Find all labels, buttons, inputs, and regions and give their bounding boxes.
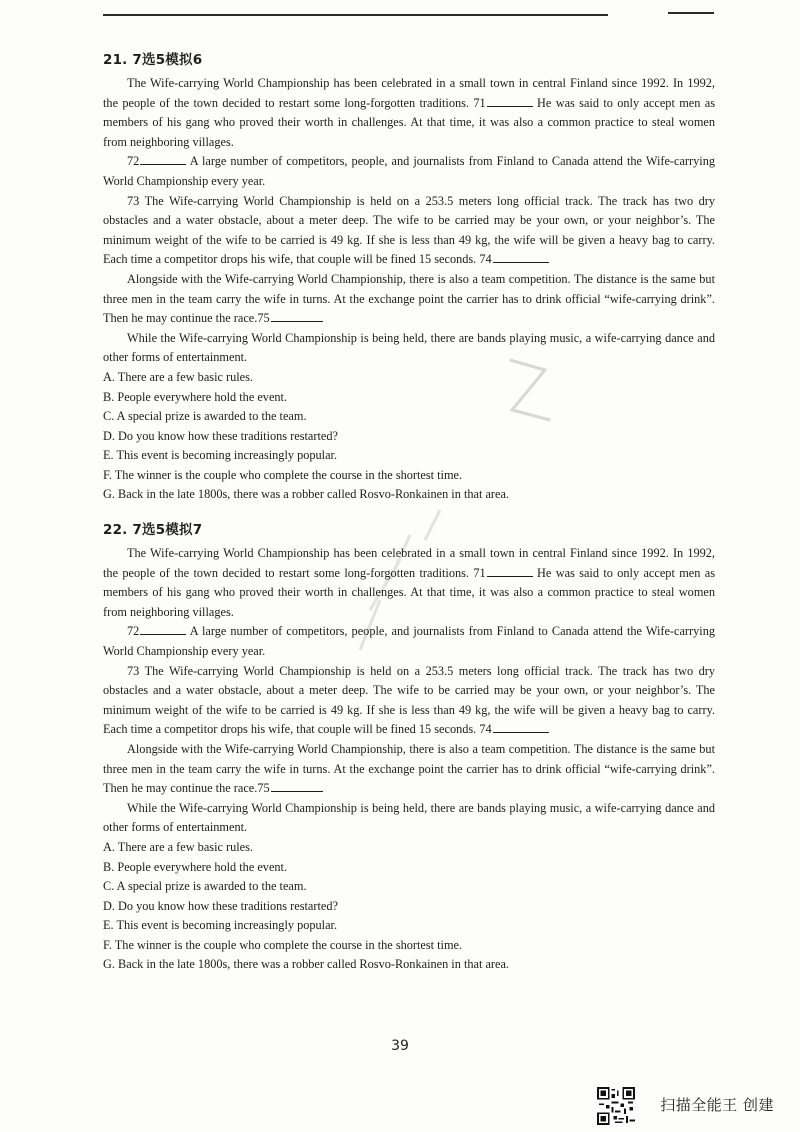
answer-blank-74[interactable] — [493, 251, 549, 263]
qr-code-icon — [597, 1087, 635, 1125]
option-b: B. People everywhere hold the event. — [103, 859, 288, 874]
option-e: E. This event is becoming increasingly popular. — [103, 448, 338, 463]
passage-paragraph: 73 The Wife-carrying World Championship is held on a 253.5 meters long official track. The track has two dry obstacles and a water obstacle, about a meter deep. The wife to be carried may be your own, or your neighbor’s. The minimum weight of the wife to be carried is 49 kg. If she is less than 49 kg, the wife will be given a heavy bag to carry. Each time a competitor drops his wife, that couple will be fined 15 seconds. 74 — [103, 193, 715, 267]
option-c: C. A special prize is awarded to the team. — [103, 879, 307, 894]
option-d: D. Do you know how these traditions restarted? — [103, 428, 338, 443]
passage-paragraph: 72 A large number of competitors, people, and journalists from Finland to Canada attend the Wife-carrying World Championship every year. — [103, 154, 715, 188]
passage-paragraph: While the Wife-carrying World Championship is being held, there are bands playing music, a wife-carrying dance and other forms of entertainment. — [103, 330, 715, 365]
option-f: F. The winner is the couple who complete the course in the shortest time. — [103, 937, 463, 952]
passage-paragraph: The Wife-carrying World Championship has been celebrated in a small town in central Finland since 1992. In 1992, the people of the town decided to restart some long-forgotten traditions. 71 He was said to only accept men as members of his gang who proved their worth in challenges. At that time, it was also a common practice to steal women from neighboring villages. — [103, 76, 715, 149]
option-d: D. Do you know how these traditions restarted? — [103, 898, 338, 913]
answer-blank-75[interactable] — [271, 780, 323, 792]
option-a: A. There are a few basic rules. — [103, 839, 253, 854]
answer-blank-74[interactable] — [493, 721, 549, 733]
passage-paragraph: The Wife-carrying World Championship has been celebrated in a small town in central Finland since 1992. In 1992, the people of the town decided to restart some long-forgotten traditions. 71 He was said to only accept men as members of his gang who proved their worth in challenges. At that time, it was also a common practice to steal women from neighboring villages. — [103, 546, 715, 619]
header-rule-short — [668, 12, 714, 14]
question-section-21 — [103, 50, 715, 505]
option-list — [103, 368, 715, 505]
option-c: C. A special prize is awarded to the team. — [103, 409, 307, 424]
passage-paragraph: Alongside with the Wife-carrying World Championship, there is also a team competition. The distance is the same but three men in the team carry the wife in turns. At the exchange point the carrier has to drink official “wife-carrying drink”. Then he may continue the race.75 — [103, 741, 715, 796]
option-g: G. Back in the late 1800s, there was a robber called Rosvo-Ronkainen in that area. — [103, 487, 510, 502]
section-heading: 21. 7选5模拟6 — [103, 52, 203, 68]
option-e: E. This event is becoming increasingly popular. — [103, 918, 338, 933]
header-rule — [103, 14, 608, 16]
passage-paragraph: 72 A large number of competitors, people, and journalists from Finland to Canada attend the Wife-carrying World Championship every year. — [103, 624, 715, 658]
answer-blank-72[interactable] — [140, 153, 186, 165]
option-g: G. Back in the late 1800s, there was a robber called Rosvo-Ronkainen in that area. — [103, 957, 510, 972]
option-b: B. People everywhere hold the event. — [103, 389, 288, 404]
passage-paragraph: 73 The Wife-carrying World Championship is held on a 253.5 meters long official track. The track has two dry obstacles and a water obstacle, about a meter deep. The wife to be carried may be your own, or your neighbor’s. The minimum weight of the wife to be carried is 49 kg. If she is less than 49 kg, the wife will be given a heavy bag to carry. Each time a competitor drops his wife, that couple will be fined 15 seconds. 74 — [103, 663, 715, 737]
passage-paragraph: Alongside with the Wife-carrying World Championship, there is also a team competition. The distance is the same but three men in the team carry the wife in turns. At the exchange point the carrier has to drink official “wife-carrying drink”. Then he may continue the race.75 — [103, 271, 715, 326]
answer-blank-72[interactable] — [140, 623, 186, 635]
option-list — [103, 838, 715, 975]
scanner-watermark: 扫描全能王 创建 — [660, 1096, 774, 1114]
page-number: 39 — [391, 1038, 409, 1054]
option-f: F. The winner is the couple who complete the course in the shortest time. — [103, 467, 463, 482]
answer-blank-75[interactable] — [271, 310, 323, 322]
passage-paragraph: While the Wife-carrying World Championship is being held, there are bands playing music, a wife-carrying dance and other forms of entertainment. — [103, 800, 715, 835]
section-heading: 22. 7选5模拟7 — [103, 522, 203, 538]
option-a: A. There are a few basic rules. — [103, 369, 253, 384]
answer-blank-71[interactable] — [487, 95, 533, 107]
answer-blank-71[interactable] — [487, 565, 533, 577]
question-section-22 — [103, 520, 715, 975]
